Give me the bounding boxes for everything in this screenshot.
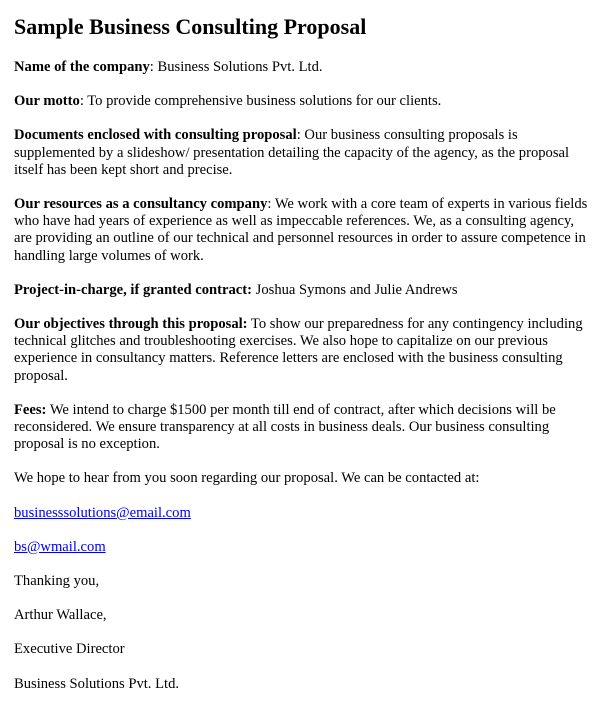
company-separator: :	[149, 59, 158, 75]
project-label: Project-in-charge, if granted contract:	[14, 281, 253, 298]
signature-company: Business Solutions Pvt. Ltd.	[14, 675, 180, 692]
closing-line: Thanking you,	[14, 573, 100, 590]
resources-value: We work with a core team of experts in various fields who have had years of experience as well as impeccable references. We, as a consulting agency, are providing an outline of our technical and personnel resources in order to assure competence in handling large volumes of work.	[14, 196, 588, 264]
company-label: Name of the company	[14, 59, 150, 75]
project-value: Joshua Symons and Julie Andrews	[255, 281, 458, 298]
email-paragraph-2	[14, 539, 592, 556]
email-link-secondary[interactable]: bs@wmail.com	[14, 538, 106, 555]
motto-separator: :	[79, 93, 88, 110]
resources-label: Our resources as a consultancy company	[14, 196, 268, 213]
document-title: Sample Business Consulting Proposal	[14, 14, 367, 39]
objectives-value: To show our preparedness for any contingency including technical glitches and troubleshooting exercises. We also hope to capitalize on our previous experience in consultancy matters. Reference letters are enclosed with the business consulting proposal.	[14, 316, 583, 384]
contact-intro: We hope to hear from you soon regarding our proposal. We can be contacted at:	[14, 470, 480, 487]
resources-paragraph	[14, 196, 592, 265]
motto-paragraph	[14, 93, 592, 110]
email-link-primary[interactable]: businesssolutions@email.com	[14, 504, 191, 521]
resources-separator: :	[267, 196, 275, 213]
project-paragraph	[14, 282, 592, 299]
company-value: Business Solutions Pvt. Ltd.	[157, 59, 323, 75]
motto-value: To provide comprehensive business solutions for our clients.	[87, 93, 442, 110]
fees-label: Fees:	[14, 401, 47, 418]
email-paragraph-1	[14, 505, 592, 522]
fees-value: We intend to charge $1500 per month till end of contract, after which decisions will be reconsidered. We ensure transparency at all costs in business deals. Our business consulting proposal is no exception.	[14, 401, 556, 453]
proposal-document	[14, 14, 592, 710]
fees-paragraph	[14, 402, 592, 454]
objectives-label: Our objectives through this proposal:	[14, 316, 248, 333]
company-paragraph	[14, 59, 592, 76]
documents-value: Our business consulting proposals is supplemented by a slideshow/ presentation detailing the capacity of the agency, as the proposal itself has been kept short and precise.	[14, 127, 570, 178]
signature-position: Executive Director	[14, 641, 125, 658]
documents-separator: :	[296, 127, 305, 144]
objectives-paragraph	[14, 316, 592, 385]
documents-label: Documents enclosed with consulting proposal	[14, 127, 297, 144]
signature-name: Arthur Wallace,	[14, 607, 107, 624]
documents-paragraph	[14, 127, 592, 179]
motto-label: Our motto	[14, 93, 80, 110]
